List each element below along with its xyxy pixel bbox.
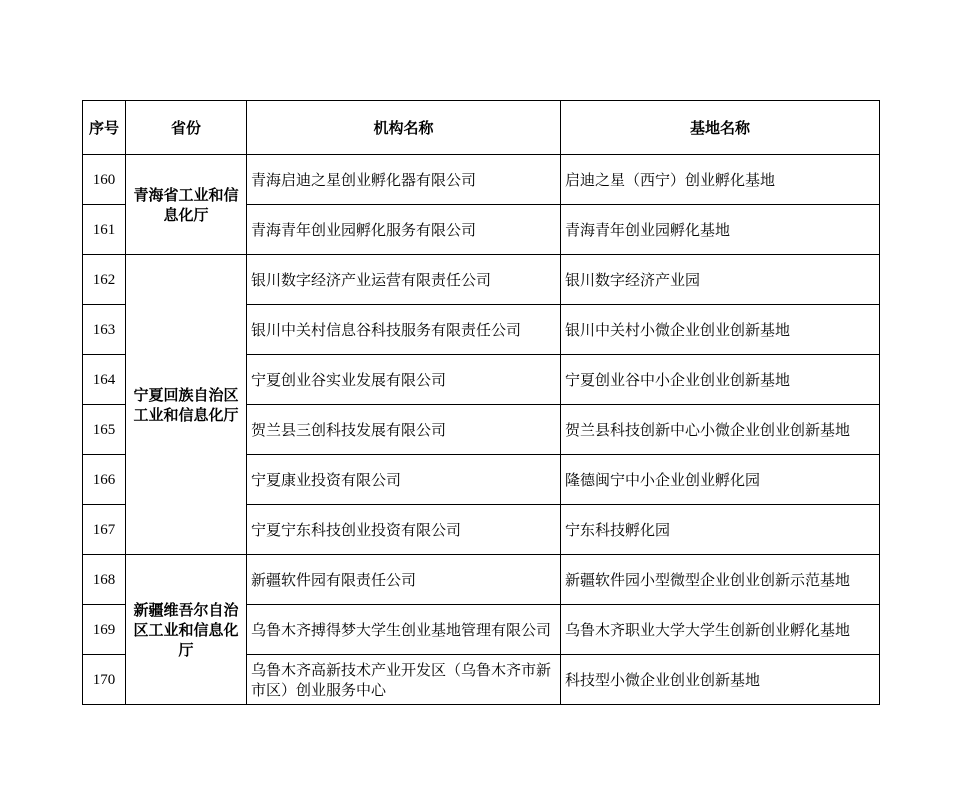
base-name: 银川数字经济产业园 — [561, 255, 880, 305]
org-name: 乌鲁木齐搏得梦大学生创业基地管理有限公司 — [247, 605, 561, 655]
base-name: 隆德闽宁中小企业创业孵化园 — [561, 455, 880, 505]
table-header-row — [83, 101, 880, 155]
row-index: 165 — [83, 405, 126, 455]
header-province: 省份 — [126, 101, 247, 155]
org-name: 宁夏创业谷实业发展有限公司 — [247, 355, 561, 405]
base-name: 贺兰县科技创新中心小微企业创业创新基地 — [561, 405, 880, 455]
row-index: 167 — [83, 505, 126, 555]
row-index: 168 — [83, 555, 126, 605]
row-index: 162 — [83, 255, 126, 305]
base-name: 宁东科技孵化园 — [561, 505, 880, 555]
org-name: 宁夏康业投资有限公司 — [247, 455, 561, 505]
table-row — [83, 255, 880, 305]
org-name: 新疆软件园有限责任公司 — [247, 555, 561, 605]
base-name: 科技型小微企业创业创新基地 — [561, 655, 880, 705]
base-name: 宁夏创业谷中小企业创业创新基地 — [561, 355, 880, 405]
org-name: 宁夏宁东科技创业投资有限公司 — [247, 505, 561, 555]
base-name: 新疆软件园小型微型企业创业创新示范基地 — [561, 555, 880, 605]
row-index: 166 — [83, 455, 126, 505]
row-index: 169 — [83, 605, 126, 655]
province-cell: 青海省工业和信息化厅 — [126, 155, 247, 255]
org-name: 银川中关村信息谷科技服务有限责任公司 — [247, 305, 561, 355]
table-row — [83, 155, 880, 205]
incubator-base-table — [82, 100, 880, 705]
row-index: 164 — [83, 355, 126, 405]
base-name: 乌鲁木齐职业大学大学生创新创业孵化基地 — [561, 605, 880, 655]
org-name: 青海青年创业园孵化服务有限公司 — [247, 205, 561, 255]
org-name: 乌鲁木齐高新技术产业开发区（乌鲁木齐市新市区）创业服务中心 — [247, 655, 561, 705]
header-org: 机构名称 — [247, 101, 561, 155]
table-row — [83, 555, 880, 605]
row-index: 163 — [83, 305, 126, 355]
row-index: 161 — [83, 205, 126, 255]
base-name: 启迪之星（西宁）创业孵化基地 — [561, 155, 880, 205]
org-name: 贺兰县三创科技发展有限公司 — [247, 405, 561, 455]
header-base: 基地名称 — [561, 101, 880, 155]
province-cell: 新疆维吾尔自治区工业和信息化厅 — [126, 555, 247, 705]
row-index: 170 — [83, 655, 126, 705]
header-index: 序号 — [83, 101, 126, 155]
org-name: 青海启迪之星创业孵化器有限公司 — [247, 155, 561, 205]
org-name: 银川数字经济产业运营有限责任公司 — [247, 255, 561, 305]
row-index: 160 — [83, 155, 126, 205]
base-name: 青海青年创业园孵化基地 — [561, 205, 880, 255]
province-cell: 宁夏回族自治区工业和信息化厅 — [126, 255, 247, 555]
base-name: 银川中关村小微企业创业创新基地 — [561, 305, 880, 355]
